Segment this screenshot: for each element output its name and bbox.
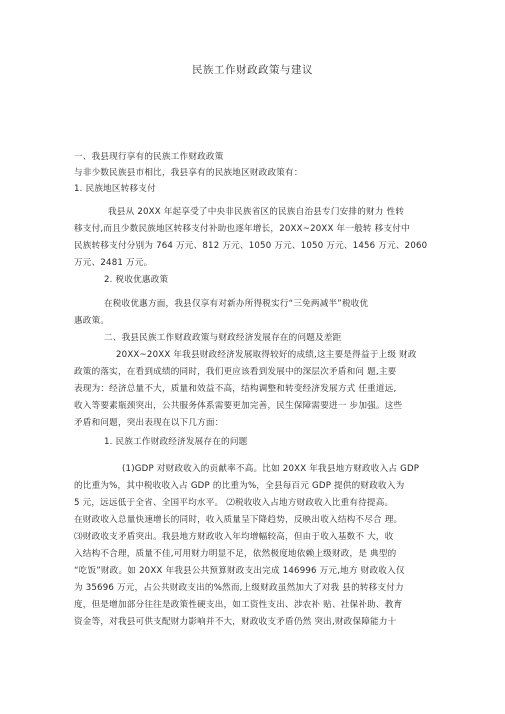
paragraph-line: 入结构不合理，质量不佳,可用财力明显不足，依然极度地依赖上级财政，是 典型的	[74, 549, 397, 559]
paragraph-line: 移支付,而且少数民族地区转移支付补助也逐年增长，20XX~20XX 年一般转 移支付中	[74, 224, 410, 234]
paragraph-line: 万元、2481 万元。	[74, 258, 153, 268]
paragraph-line: 度，但是增加部分往往是政策性硬支出，如工资性支出、涉农补 贴、社保补助、教育	[74, 600, 403, 610]
document-title: 民族工作财政政策与建议	[192, 64, 313, 76]
paragraph-line: 在税收优惠方面，我县仅享有对新办所得税实行“三免两减半”税收优	[104, 299, 369, 309]
paragraph-line: 资金等，对我县可供支配财力影响并不大，财政收支矛盾仍然 突出,财政保障能力十	[74, 617, 397, 627]
paragraph-line: 表现为：经济总量不大，质量和效益不高，结构调整和转变经济发展方式 任重道远,	[74, 384, 397, 394]
paragraph-line: (1)GDP 对财政收入的贡献率不高。比如 20XX 年我县地方财政收入占 GDP	[122, 464, 420, 474]
paragraph-line: 民族转移支付分别为 764 万元、812 万元、1050 万元、1050 万元、1456 万元、2060	[74, 241, 428, 251]
paragraph-line: 20XX~20XX 年我县财政经济发展取得较好的成绩,这主要是得益于上级 财政	[116, 350, 417, 360]
paragraph-line: 的比重为%，其中税收收入占 GDP 的比重为%，全县每百元 GDP 提供的财政收入为	[74, 481, 405, 491]
section-heading-2: 二、我县民族工作财政政策与财政经济发展存在的问题及差距	[104, 333, 342, 343]
subsection-heading: 1. 民族地区转移支付	[74, 184, 156, 194]
paragraph-line: 政策的落实，在看到成绩的同时，我们更应该看到发展中的深层次矛盾和问 题,主要	[74, 367, 397, 377]
subsection-heading: 1. 民族工作财政经济发展存在的问题	[104, 437, 248, 447]
paragraph-line: ⑶财政收支矛盾突出。我县地方财政收入年均增幅较高，但由于收入基数不 大，收	[74, 532, 394, 542]
paragraph-line: 与非少数民族县市相比，我县享有的民族地区财政政策有：	[74, 168, 303, 178]
paragraph-line: 在财政收入总量快速增长的同时，收入质量呈下降趋势，反映出收入结构不尽合 理。	[74, 515, 403, 525]
paragraph-line: 我县从 20XX 年起享受了中央非民族省区的民族自治县专门安排的财力 性转	[108, 207, 405, 217]
paragraph-line: 收入等要素瓶颈突出，公共服务体系需要更加完善，民生保障需要进一 步加强。这些	[74, 401, 403, 411]
paragraph-line: 惠政策。	[74, 316, 110, 326]
paragraph-line: 为 35696 万元，占公共财政支出的%然而,上级财政虽然加大了对我 县的转移支付力	[74, 583, 404, 593]
paragraph-line: “吃饭”财政。如 20XX 年我县公共预算财政支出完成 146996 万元,地方 财政收入仅	[74, 566, 405, 576]
paragraph-line: 5 元，远远低于全省、全国平均水平。 ⑵税收收入占地方财政收入比重有待提高。	[74, 498, 394, 508]
subsection-heading: 2. 税收优惠政策	[104, 275, 169, 285]
paragraph-line: 矛盾和问题，突出表现在以下几方面：	[74, 418, 224, 428]
section-heading-1: 一、我县现行享有的民族工作财政政策	[74, 152, 224, 162]
